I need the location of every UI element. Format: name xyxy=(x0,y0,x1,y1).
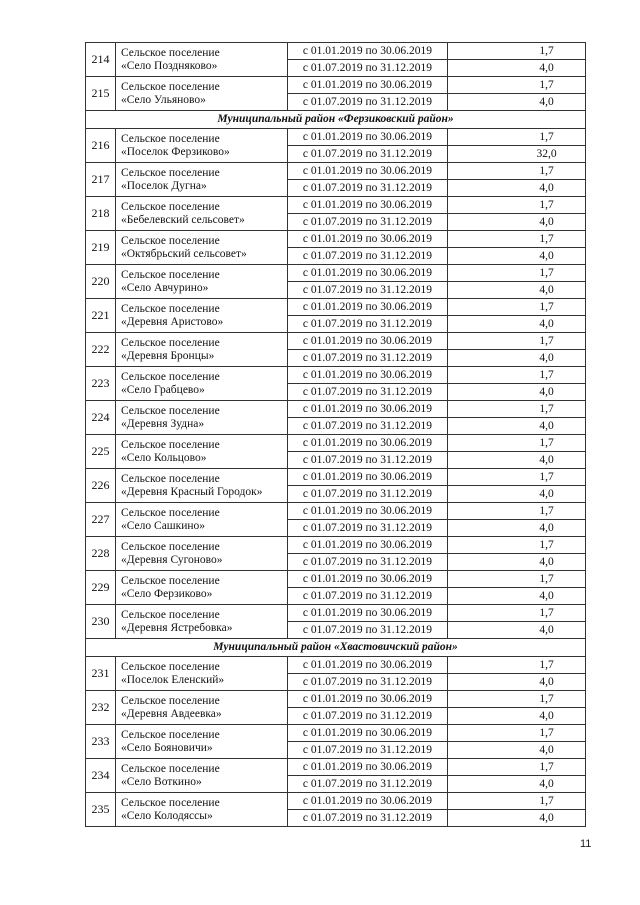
settlement-title: «Деревня Красный Городок» xyxy=(121,485,263,498)
row-number: 230 xyxy=(86,605,116,639)
value-first-half: 1,7 xyxy=(448,725,586,742)
settlement-name xyxy=(116,605,288,639)
table-row xyxy=(86,129,586,146)
value-second-half: 4,0 xyxy=(448,810,586,827)
row-number: 223 xyxy=(86,367,116,401)
value-first-half: 1,7 xyxy=(448,367,586,384)
settlement-type: Сельское поселение xyxy=(121,796,220,809)
settlement-title: «Село Поздняково» xyxy=(121,59,218,72)
value-first-half: 1,7 xyxy=(448,231,586,248)
value-second-half: 4,0 xyxy=(448,180,586,197)
value-second-half: 4,0 xyxy=(448,384,586,401)
value-first-half: 1,7 xyxy=(448,333,586,350)
table-row xyxy=(86,231,586,248)
settlement-type: Сельское поселение xyxy=(121,370,220,383)
value-first-half: 1,7 xyxy=(448,435,586,452)
settlement-name xyxy=(116,435,288,469)
table-row xyxy=(86,691,586,708)
table-row xyxy=(86,77,586,94)
value-first-half: 1,7 xyxy=(448,657,586,674)
settlement-type: Сельское поселение xyxy=(121,166,220,179)
period-first-half: с 01.01.2019 по 30.06.2019 xyxy=(288,163,448,180)
settlement-type: Сельское поселение xyxy=(121,80,220,93)
period-second-half: с 01.07.2019 по 31.12.2019 xyxy=(288,384,448,401)
row-number: 222 xyxy=(86,333,116,367)
value-second-half: 4,0 xyxy=(448,316,586,333)
settlement-title: «Село Грабцево» xyxy=(121,383,205,396)
settlement-type: Сельское поселение xyxy=(121,438,220,451)
value-second-half: 4,0 xyxy=(448,674,586,691)
value-second-half: 4,0 xyxy=(448,520,586,537)
period-first-half: с 01.01.2019 по 30.06.2019 xyxy=(288,503,448,520)
period-second-half: с 01.07.2019 по 31.12.2019 xyxy=(288,94,448,111)
value-second-half: 4,0 xyxy=(448,708,586,725)
settlement-type: Сельское поселение xyxy=(121,302,220,315)
period-first-half: с 01.01.2019 по 30.06.2019 xyxy=(288,265,448,282)
settlement-name xyxy=(116,77,288,111)
period-first-half: с 01.01.2019 по 30.06.2019 xyxy=(288,537,448,554)
period-second-half: с 01.07.2019 по 31.12.2019 xyxy=(288,708,448,725)
table-row xyxy=(86,469,586,486)
row-number: 218 xyxy=(86,197,116,231)
value-second-half: 4,0 xyxy=(448,622,586,639)
value-second-half: 32,0 xyxy=(448,146,586,163)
settlement-title: «Село Ферзиково» xyxy=(121,587,213,600)
settlement-title: «Поселок Ферзиково» xyxy=(121,145,230,158)
table-row xyxy=(86,401,586,418)
settlement-type: Сельское поселение xyxy=(121,234,220,247)
period-first-half: с 01.01.2019 по 30.06.2019 xyxy=(288,197,448,214)
settlement-title: «Деревня Зудна» xyxy=(121,417,205,430)
value-second-half: 4,0 xyxy=(448,60,586,77)
period-second-half: с 01.07.2019 по 31.12.2019 xyxy=(288,418,448,435)
row-number: 214 xyxy=(86,43,116,77)
settlement-title: «Село Авчурино» xyxy=(121,281,209,294)
value-first-half: 1,7 xyxy=(448,401,586,418)
table-row xyxy=(86,537,586,554)
table-row xyxy=(86,605,586,622)
value-first-half: 1,7 xyxy=(448,503,586,520)
period-first-half: с 01.01.2019 по 30.06.2019 xyxy=(288,571,448,588)
settlement-type: Сельское поселение xyxy=(121,660,220,673)
district-header-row xyxy=(86,639,586,657)
period-second-half: с 01.07.2019 по 31.12.2019 xyxy=(288,810,448,827)
row-number: 217 xyxy=(86,163,116,197)
settlement-type: Сельское поселение xyxy=(121,540,220,553)
period-second-half: с 01.07.2019 по 31.12.2019 xyxy=(288,316,448,333)
period-first-half: с 01.01.2019 по 30.06.2019 xyxy=(288,231,448,248)
settlement-type: Сельское поселение xyxy=(121,762,220,775)
table-row xyxy=(86,657,586,674)
table-row xyxy=(86,333,586,350)
period-first-half: с 01.01.2019 по 30.06.2019 xyxy=(288,401,448,418)
table-row xyxy=(86,503,586,520)
settlement-name xyxy=(116,231,288,265)
value-first-half: 1,7 xyxy=(448,129,586,146)
settlement-name xyxy=(116,299,288,333)
settlement-title: «Деревня Авдеевка» xyxy=(121,707,222,720)
row-number: 219 xyxy=(86,231,116,265)
table-row xyxy=(86,793,586,810)
row-number: 233 xyxy=(86,725,116,759)
table-row xyxy=(86,725,586,742)
value-first-half: 1,7 xyxy=(448,77,586,94)
period-first-half: с 01.01.2019 по 30.06.2019 xyxy=(288,129,448,146)
value-second-half: 4,0 xyxy=(448,350,586,367)
settlement-name xyxy=(116,469,288,503)
settlement-name xyxy=(116,571,288,605)
settlement-type: Сельское поселение xyxy=(121,694,220,707)
row-number: 228 xyxy=(86,537,116,571)
period-first-half: с 01.01.2019 по 30.06.2019 xyxy=(288,469,448,486)
table-row xyxy=(86,435,586,452)
period-second-half: с 01.07.2019 по 31.12.2019 xyxy=(288,520,448,537)
value-second-half: 4,0 xyxy=(448,486,586,503)
page-number: 11 xyxy=(580,838,592,850)
value-second-half: 4,0 xyxy=(448,418,586,435)
period-first-half: с 01.01.2019 по 30.06.2019 xyxy=(288,657,448,674)
tariff-table xyxy=(85,42,586,827)
settlement-name xyxy=(116,537,288,571)
settlement-name xyxy=(116,163,288,197)
period-second-half: с 01.07.2019 по 31.12.2019 xyxy=(288,248,448,265)
settlement-name xyxy=(116,759,288,793)
period-second-half: с 01.07.2019 по 31.12.2019 xyxy=(288,622,448,639)
settlement-title: «Бебелевский сельсовет» xyxy=(121,213,245,226)
row-number: 220 xyxy=(86,265,116,299)
period-second-half: с 01.07.2019 по 31.12.2019 xyxy=(288,674,448,691)
value-first-half: 1,7 xyxy=(448,759,586,776)
settlement-title: «Поселок Дугна» xyxy=(121,179,207,192)
value-first-half: 1,7 xyxy=(448,537,586,554)
value-first-half: 1,7 xyxy=(448,605,586,622)
value-second-half: 4,0 xyxy=(448,742,586,759)
row-number: 216 xyxy=(86,129,116,163)
row-number: 215 xyxy=(86,77,116,111)
district-header: Муниципальный район «Ферзиковский район» xyxy=(86,111,586,129)
settlement-title: «Поселок Еленский» xyxy=(121,673,225,686)
settlement-title: «Село Ульяново» xyxy=(121,93,206,106)
settlement-type: Сельское поселение xyxy=(121,404,220,417)
value-first-half: 1,7 xyxy=(448,163,586,180)
period-first-half: с 01.01.2019 по 30.06.2019 xyxy=(288,77,448,94)
tariff-table-body xyxy=(86,43,586,827)
period-first-half: с 01.01.2019 по 30.06.2019 xyxy=(288,333,448,350)
settlement-title: «Село Колодяссы» xyxy=(121,809,213,822)
district-header-row xyxy=(86,111,586,129)
settlement-name xyxy=(116,793,288,827)
row-number: 221 xyxy=(86,299,116,333)
period-first-half: с 01.01.2019 по 30.06.2019 xyxy=(288,793,448,810)
table-row xyxy=(86,197,586,214)
settlement-title: «Село Сашкино» xyxy=(121,519,206,532)
table-row xyxy=(86,759,586,776)
table-row xyxy=(86,571,586,588)
row-number: 234 xyxy=(86,759,116,793)
period-second-half: с 01.07.2019 по 31.12.2019 xyxy=(288,214,448,231)
settlement-title: «Октябрьский сельсовет» xyxy=(121,247,247,260)
settlement-name xyxy=(116,197,288,231)
period-second-half: с 01.07.2019 по 31.12.2019 xyxy=(288,486,448,503)
settlement-name xyxy=(116,401,288,435)
period-first-half: с 01.01.2019 по 30.06.2019 xyxy=(288,725,448,742)
value-first-half: 1,7 xyxy=(448,793,586,810)
value-second-half: 4,0 xyxy=(448,248,586,265)
settlement-type: Сельское поселение xyxy=(121,46,220,59)
row-number: 226 xyxy=(86,469,116,503)
value-second-half: 4,0 xyxy=(448,94,586,111)
period-second-half: с 01.07.2019 по 31.12.2019 xyxy=(288,588,448,605)
settlement-type: Сельское поселение xyxy=(121,472,220,485)
settlement-name xyxy=(116,725,288,759)
settlement-type: Сельское поселение xyxy=(121,336,220,349)
settlement-type: Сельское поселение xyxy=(121,268,220,281)
row-number: 235 xyxy=(86,793,116,827)
value-first-half: 1,7 xyxy=(448,299,586,316)
settlement-name xyxy=(116,367,288,401)
settlement-type: Сельское поселение xyxy=(121,506,220,519)
table-row xyxy=(86,163,586,180)
period-second-half: с 01.07.2019 по 31.12.2019 xyxy=(288,742,448,759)
period-first-half: с 01.01.2019 по 30.06.2019 xyxy=(288,367,448,384)
value-first-half: 1,7 xyxy=(448,469,586,486)
value-second-half: 4,0 xyxy=(448,282,586,299)
table-row xyxy=(86,43,586,60)
value-second-half: 4,0 xyxy=(448,554,586,571)
settlement-type: Сельское поселение xyxy=(121,132,220,145)
settlement-name xyxy=(116,43,288,77)
table-row xyxy=(86,265,586,282)
period-first-half: с 01.01.2019 по 30.06.2019 xyxy=(288,435,448,452)
settlement-name xyxy=(116,657,288,691)
settlement-name xyxy=(116,265,288,299)
value-first-half: 1,7 xyxy=(448,197,586,214)
settlement-name xyxy=(116,691,288,725)
value-second-half: 4,0 xyxy=(448,214,586,231)
settlement-title: «Деревня Сугоново» xyxy=(121,553,223,566)
row-number: 232 xyxy=(86,691,116,725)
settlement-title: «Село Воткино» xyxy=(121,775,202,788)
table-row xyxy=(86,299,586,316)
value-second-half: 4,0 xyxy=(448,776,586,793)
settlement-type: Сельское поселение xyxy=(121,574,220,587)
value-first-half: 1,7 xyxy=(448,571,586,588)
period-first-half: с 01.01.2019 по 30.06.2019 xyxy=(288,605,448,622)
settlement-name xyxy=(116,503,288,537)
table-row xyxy=(86,367,586,384)
period-second-half: с 01.07.2019 по 31.12.2019 xyxy=(288,282,448,299)
period-first-half: с 01.01.2019 по 30.06.2019 xyxy=(288,691,448,708)
value-first-half: 1,7 xyxy=(448,265,586,282)
row-number: 229 xyxy=(86,571,116,605)
settlement-title: «Деревня Бронцы» xyxy=(121,349,215,362)
row-number: 225 xyxy=(86,435,116,469)
district-header: Муниципальный район «Хвастовичский район» xyxy=(86,639,586,657)
value-second-half: 4,0 xyxy=(448,452,586,469)
period-first-half: с 01.01.2019 по 30.06.2019 xyxy=(288,299,448,316)
settlement-type: Сельское поселение xyxy=(121,200,220,213)
period-first-half: с 01.01.2019 по 30.06.2019 xyxy=(288,43,448,60)
value-first-half: 1,7 xyxy=(448,691,586,708)
settlement-title: «Деревня Аристово» xyxy=(121,315,224,328)
period-second-half: с 01.07.2019 по 31.12.2019 xyxy=(288,146,448,163)
settlement-name xyxy=(116,333,288,367)
value-first-half: 1,7 xyxy=(448,43,586,60)
settlement-name xyxy=(116,129,288,163)
period-second-half: с 01.07.2019 по 31.12.2019 xyxy=(288,60,448,77)
settlement-title: «Село Кольцово» xyxy=(121,451,207,464)
settlement-title: «Село Бояновичи» xyxy=(121,741,213,754)
row-number: 224 xyxy=(86,401,116,435)
period-second-half: с 01.07.2019 по 31.12.2019 xyxy=(288,180,448,197)
period-second-half: с 01.07.2019 по 31.12.2019 xyxy=(288,554,448,571)
row-number: 231 xyxy=(86,657,116,691)
settlement-type: Сельское поселение xyxy=(121,608,220,621)
settlement-title: «Деревня Ястребовка» xyxy=(121,621,233,634)
period-second-half: с 01.07.2019 по 31.12.2019 xyxy=(288,776,448,793)
period-second-half: с 01.07.2019 по 31.12.2019 xyxy=(288,452,448,469)
period-second-half: с 01.07.2019 по 31.12.2019 xyxy=(288,350,448,367)
row-number: 227 xyxy=(86,503,116,537)
settlement-type: Сельское поселение xyxy=(121,728,220,741)
period-first-half: с 01.01.2019 по 30.06.2019 xyxy=(288,759,448,776)
value-second-half: 4,0 xyxy=(448,588,586,605)
